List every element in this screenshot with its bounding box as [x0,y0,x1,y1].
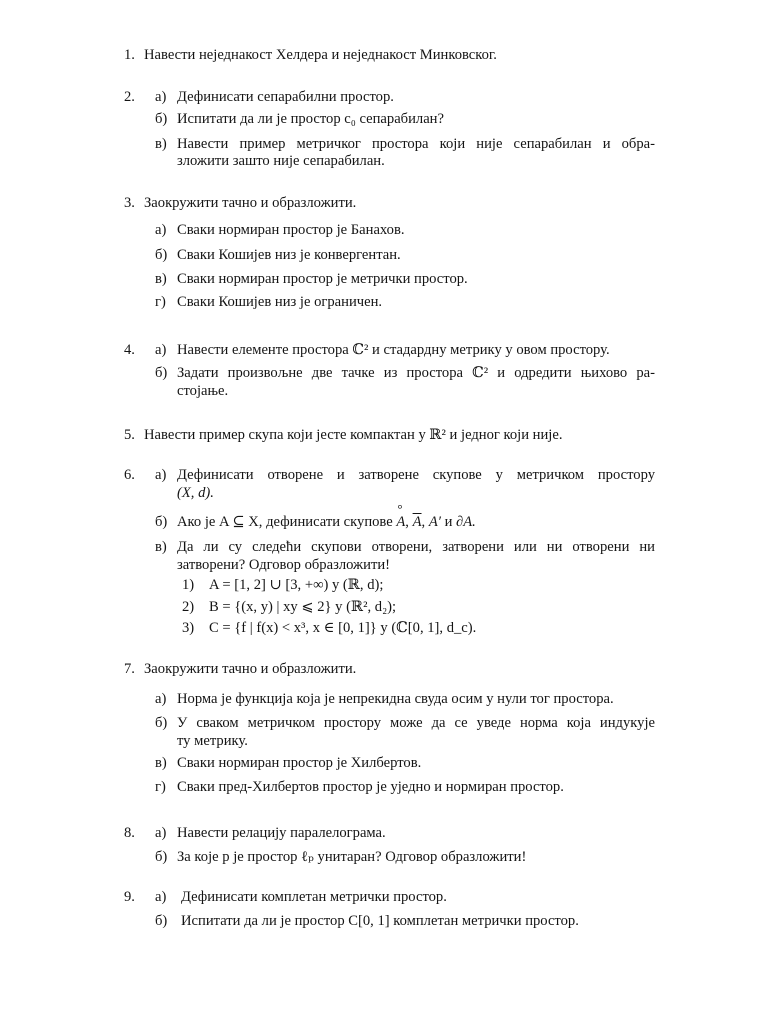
item-formula: A = [1, 2] ∪ [3, +∞) у (ℝ, d); [209,577,384,593]
sub-text-continued: (X, d). [177,485,214,501]
question-text: Навести пример скупа који јесте компактан у ℝ² и једног који није. [144,427,563,443]
question-number: 8. [124,825,135,841]
question-text: Заокружити тачно и образложити. [144,195,357,211]
sub-text: Навести пример метричког простора који није сепарабилан и обра- [177,136,655,152]
sub-text: Задати произвољне две тачке из простора ℂ² и одредити њихово ра- [177,365,655,381]
question-number: 4. [124,342,135,358]
sub-text: Ако је A ⊆ X, дефинисати скупове ° A, $\overline{A}$, A′ и ∂A. [177,512,476,532]
item-label: 3) [182,620,195,636]
interior-symbol: ° A [396,512,405,532]
sub-label: б) [155,514,168,530]
sub-label: г) [155,779,166,795]
sub-text: Сваки пред-Хилбертов простор је уједно и нормиран простор. [177,779,564,795]
sub-text: Испитати да ли је простор c₀ сепарабилан? [177,111,444,127]
sub-label: б) [155,913,168,929]
question-number: 9. [124,889,135,905]
question-number: 2. [124,89,135,105]
sub-label: б) [155,111,168,127]
sub-text: Дефинисати сепарабилни простор. [177,89,394,105]
sub-label: а) [155,691,167,707]
sub-label: а) [155,89,167,105]
sub-text-continued: затворени? Одговор образложити! [177,557,390,573]
question-number: 5. [124,427,135,443]
question-number: 6. [124,467,135,483]
sub-text: Сваки Кошијев низ је конвергентан. [177,247,401,263]
sub-label: г) [155,294,166,310]
sub-text: Сваки Кошијев низ је ограничен. [177,294,383,310]
sub-label: а) [155,825,167,841]
question-number: 3. [124,195,135,211]
item-formula: B = {(x, y) | xy ⩽ 2} у (ℝ², d₂); [209,599,397,615]
sub-label: б) [155,849,168,865]
question-number: 7. [124,661,135,677]
sub-text: Навести релацију паралелограма. [177,825,386,841]
sub-text-continued: ту метрику. [177,733,248,749]
sub-label: в) [155,136,167,152]
sub-text: Дефинисати отворене и затворене скупове у метричком простору [177,467,655,483]
sub-text-continued: стојање. [177,383,229,399]
derived-set-symbol: A′ [428,514,441,530]
question-text: Заокружити тачно и образложити. [144,661,357,677]
sub-label: б) [155,247,168,263]
sub-text: Испитати да ли је простор C[0, 1] комплетан метрички простор. [181,913,579,929]
sub-text: Норма је функција која је непрекидна свуда осим у нули тог простора. [177,691,614,707]
sub-label: а) [155,222,167,238]
item-formula: C = {f | f(x) < x³, x ∈ [0, 1]} у (ℂ[0, 1], d_c). [209,620,477,636]
sub-text: У сваком метричком простору може да се уведе норма која индукује [177,715,655,731]
sub-text: Сваки нормиран простор је Хилбертов. [177,755,422,771]
question-text: Навести неједнакост Хелдера и неједнакост Минковског. [144,47,497,63]
sub-text: Навести елементе простора ℂ² и стадардну метрику у овом простору. [177,342,610,358]
sub-label: в) [155,755,167,771]
boundary-symbol: ∂A. [456,514,476,530]
sub-text: Сваки нормиран простор је Банахов. [177,222,405,238]
sub-text: Да ли су следећи скупови отворени, затворени или ни отворени ни [177,539,655,555]
sub-text-pre: Ако је A ⊆ X, дефинисати скупове [177,514,397,530]
item-label: 1) [182,577,195,593]
sub-label: а) [155,342,167,358]
sub-text-continued: зложити зашто није сепарабилан. [177,153,385,169]
sub-text: Сваки нормиран простор је метрички простор. [177,271,468,287]
sub-label: б) [155,715,168,731]
question-number: 1. [124,47,135,63]
sub-label: б) [155,365,168,381]
sub-label: в) [155,539,167,555]
sub-text: За које p је простор ℓₚ унитаран? Одговор образложити! [177,849,527,865]
item-label: 2) [182,599,195,615]
sub-label: а) [155,467,167,483]
sub-text: Дефинисати комплетан метрички простор. [181,889,447,905]
closure-symbol: $\overline{A}$ [412,514,422,530]
sub-label: а) [155,889,167,905]
sub-label: в) [155,271,167,287]
conjunction: и [444,514,453,530]
